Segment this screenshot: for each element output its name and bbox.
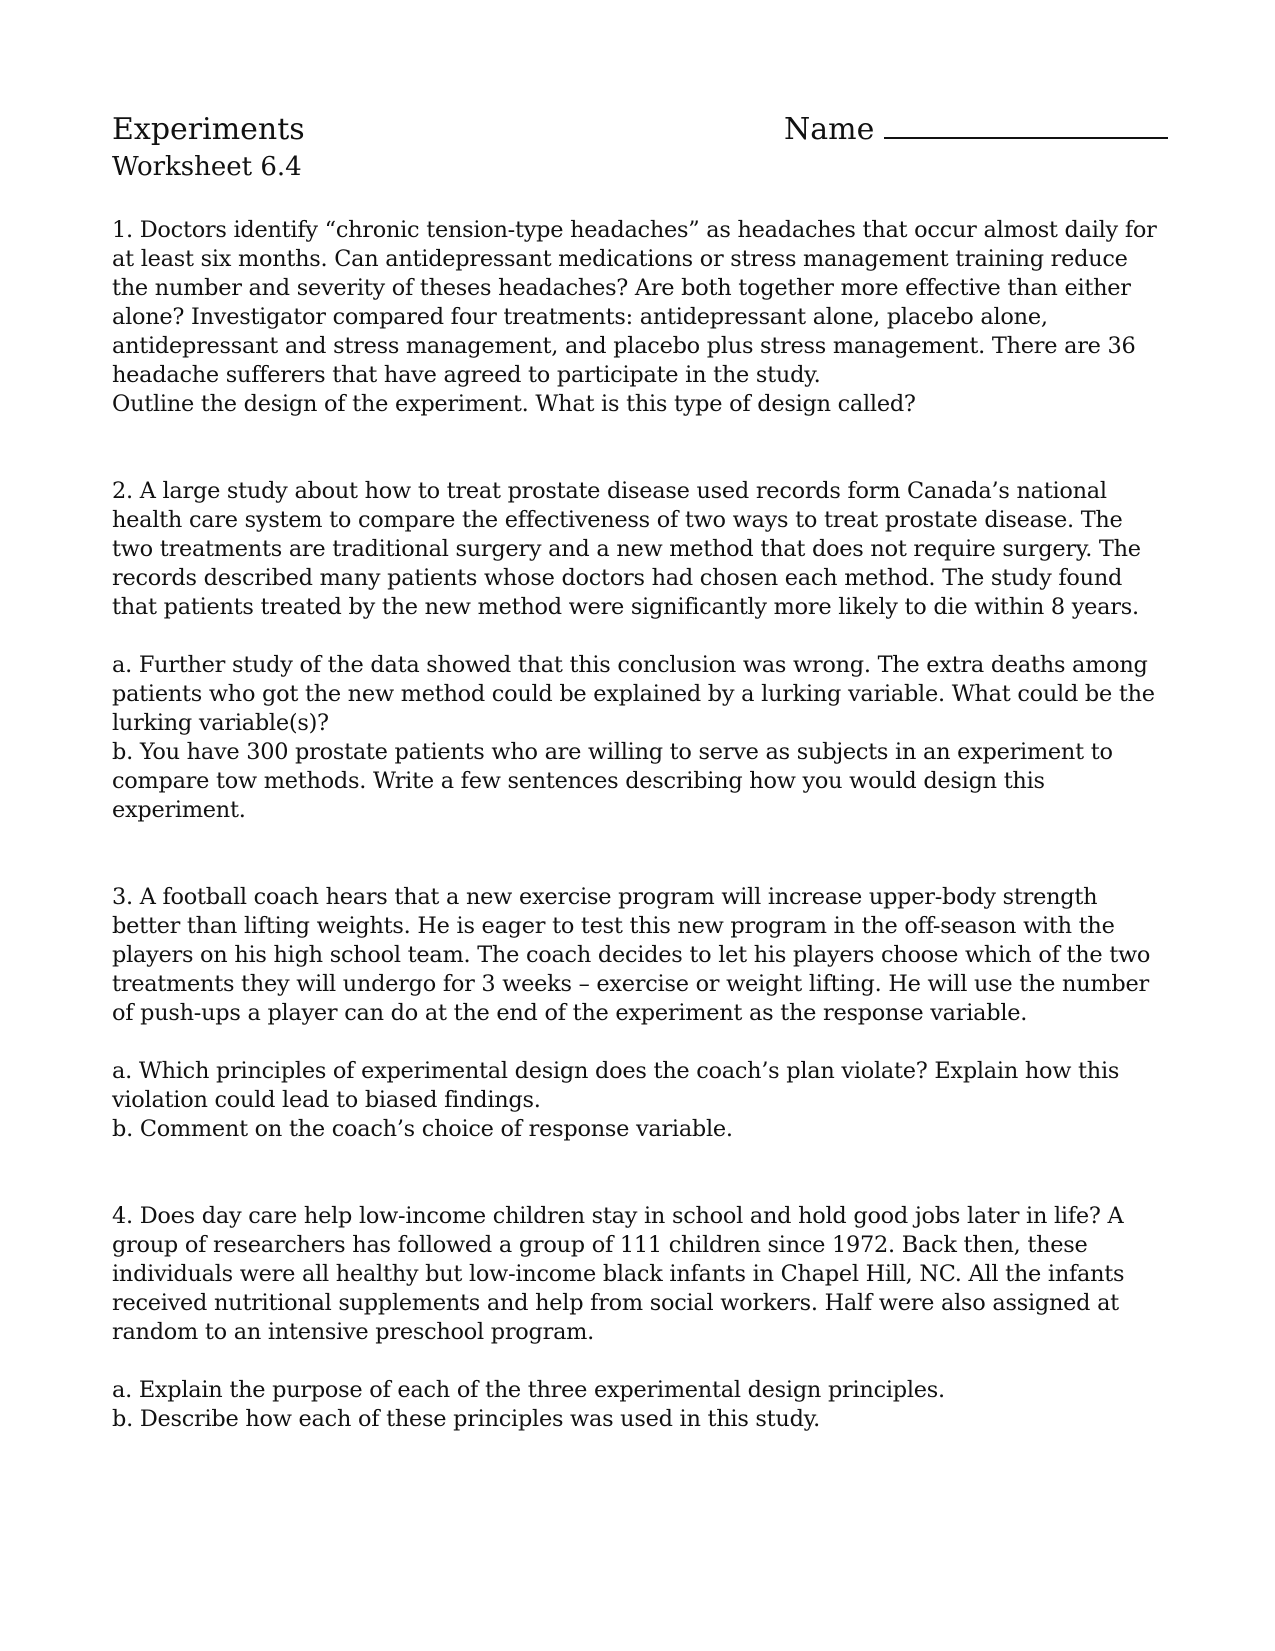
problem-2-stem: 2. A large study about how to treat prostate disease used records form Canada’s national health care system to compare the effectiveness of two ways to treat prostate disease. The two treatments are traditional surgery and a new method that does not require surgery. The records described many patients whose doctors had chosen each method. The study found that patients treated by the new method were significantly more likely to die within 8 years. [112, 478, 1141, 620]
spacer [112, 622, 1170, 651]
problem-3-part-a: a. Which principles of experimental design does the coach’s plan violate? Explain how this violation could lead to biased findings. [112, 1058, 1120, 1113]
problem-2-part-b: b. You have 300 prostate patients who are willing to serve as subjects in an experiment to compare tow methods. Write a few sentences describing how you would design this experiment. [112, 739, 1113, 823]
problem-1 [112, 216, 1170, 419]
problem-4-part-b: b. Describe how each of these principles was used in this study. [112, 1406, 820, 1432]
problem-2-part-a: a. Further study of the data showed that this conclusion was wrong. The extra deaths among patients who got the new method could be explained by a lurking variable. What could be the lurking variable(s)? [112, 652, 1155, 736]
spacer [112, 825, 1170, 883]
name-blank-line[interactable] [884, 113, 1168, 139]
problem-3-stem: 3. A football coach hears that a new exercise program will increase upper-body strength better than lifting weights. He is eager to test this new program in the off-season with the players on his high school team. The coach decides to let his players choose which of the two treatments they will undergo for 3 weeks – exercise or weight lifting. He will use the number of push-ups a player can do at the end of the experiment as the response variable. [112, 884, 1151, 1026]
problem-4-part-a: a. Explain the purpose of each of the three experimental design principles. [112, 1377, 945, 1403]
worksheet-subtitle: Worksheet 6.4 [112, 152, 302, 182]
problem-4 [112, 1202, 1170, 1434]
spacer [112, 1144, 1170, 1202]
problem-3 [112, 883, 1170, 1144]
problem-3-part-b: b. Comment on the coach’s choice of response variable. [112, 1116, 733, 1142]
worksheet-header [112, 112, 1164, 192]
problem-1-question: Outline the design of the experiment. What is this type of design called? [112, 391, 916, 417]
problem-2 [112, 477, 1170, 825]
name-field [784, 112, 1168, 148]
name-label: Name [784, 112, 875, 147]
worksheet-content [112, 216, 1170, 1434]
spacer [112, 1347, 1170, 1376]
problem-4-stem: 4. Does day care help low-income children stay in school and hold good jobs later in life? A group of researchers has followed a group of 111 children since 1972. Back then, these individuals were all healthy but low-income black infants in Chapel Hill, NC. All the infants received nutritional supplements and help from social workers. Half were also assigned at random to an intensive preschool program. [112, 1203, 1125, 1345]
spacer [112, 419, 1170, 477]
worksheet-title: Experiments [112, 112, 305, 147]
problem-1-stem: 1. Doctors identify “chronic tension-type headaches” as headaches that occur almost daily for at least six months. Can antidepressant medications or stress management training reduce the number and severity of theses headaches? Are both together more effective than either alone? Investigator compared four treatments: antidepressant alone, placebo alone, antidepressant and stress management, and placebo plus stress management. There are 36 headache sufferers that have agreed to participate in the study. [112, 217, 1157, 388]
spacer [112, 1028, 1170, 1057]
